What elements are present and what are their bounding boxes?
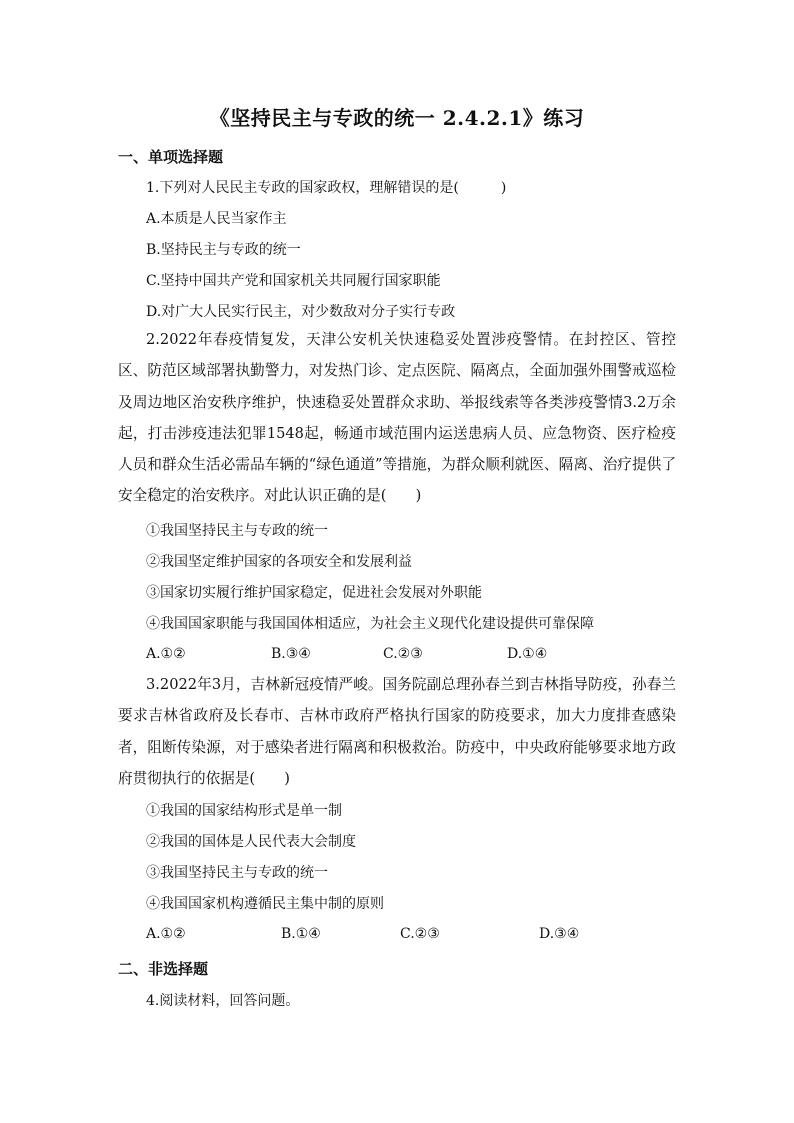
question-1-option-d: D.对广大人民实行民主，对少数敌对分子实行专政 [146, 304, 456, 320]
question-4-stem: 4.阅读材料，回答问题。 [146, 993, 300, 1009]
question-3-option-b: B.①④ [281, 926, 321, 942]
page-title: 《坚持民主与专政的统一 2.4.2.1》练习 [209, 106, 585, 130]
question-1-stem: 1.下列对人民民主专政的国家政权，理解错误的是( ) [146, 180, 507, 196]
question-1-option-b: B.坚持民主与专政的统一 [146, 242, 301, 258]
question-3-statement-1: ①我国的国家结构形式是单一制 [146, 803, 342, 819]
question-1-option-c: C.坚持中国共产党和国家机关共同履行国家职能 [146, 273, 441, 289]
question-2-option-b: B.③④ [271, 646, 311, 662]
question-2-statement-3: ③国家切实履行维护国家稳定，促进社会发展对外职能 [146, 585, 482, 601]
question-3-option-a: A.①② [146, 926, 186, 942]
question-2-statement-4: ④我国国家职能与我国国体相适应，为社会主义现代化建设提供可靠保障 [146, 616, 594, 632]
question-2-option-a: A.①② [146, 646, 186, 662]
question-2-statement-1: ①我国坚持民主与专政的统一 [146, 523, 328, 539]
question-1-option-a: A.本质是人民当家作主 [146, 211, 287, 227]
question-3-statement-2: ②我国的国体是人民代表大会制度 [146, 834, 356, 850]
question-2-statement-2: ②我国坚定维护国家的各项安全和发展利益 [146, 554, 412, 570]
question-3-option-c: C.②③ [400, 926, 440, 942]
question-2-stem: 2.2022年春疫情复发，天津公安机关快速稳妥处置涉疫警情。在封控区、管控区、防范区域部署执勤警力，对发热门诊、定点医院、隔离点，全面加强外围警戒巡检及周边地区治安秩序维护，快速稳妥处置群众求助、举报线索等各类涉疫警情3.2万余起，打击涉疫违法犯罪1548起，畅通市域范围内运送患病人员、应急物资、医疗检疫人员和群众生活必需品车辆的“绿色通道”等措施，为群众顺利就医、隔离、治疗提供了安全稳定的治安秩序。对此认识正确的是( ) [118, 331, 676, 505]
question-3-stem: 3.2022年3月，吉林新冠疫情严峻。国务院副总理孙春兰到吉林指导防疫，孙春兰要求吉林省政府及长春市、吉林市政府严格执行国家的防疫要求，加大力度排查感染者，阻断传染源，对于感染者进行隔离和积极救治。防疫中，中央政府能够要求地方政府贯彻执行的依据是( ) [118, 676, 676, 787]
question-2-option-c: C.②③ [383, 646, 423, 662]
section-heading-single-choice: 一、单项选择题 [118, 148, 224, 166]
question-3-statement-3: ③我国坚持民主与专政的统一 [146, 865, 328, 881]
section-heading-non-choice: 二、非选择题 [118, 960, 209, 978]
question-3-statement-4: ④我国国家机构遵循民主集中制的原则 [146, 896, 384, 912]
question-2-option-d: D.①④ [507, 646, 548, 662]
question-3-option-d: D.③④ [539, 926, 580, 942]
